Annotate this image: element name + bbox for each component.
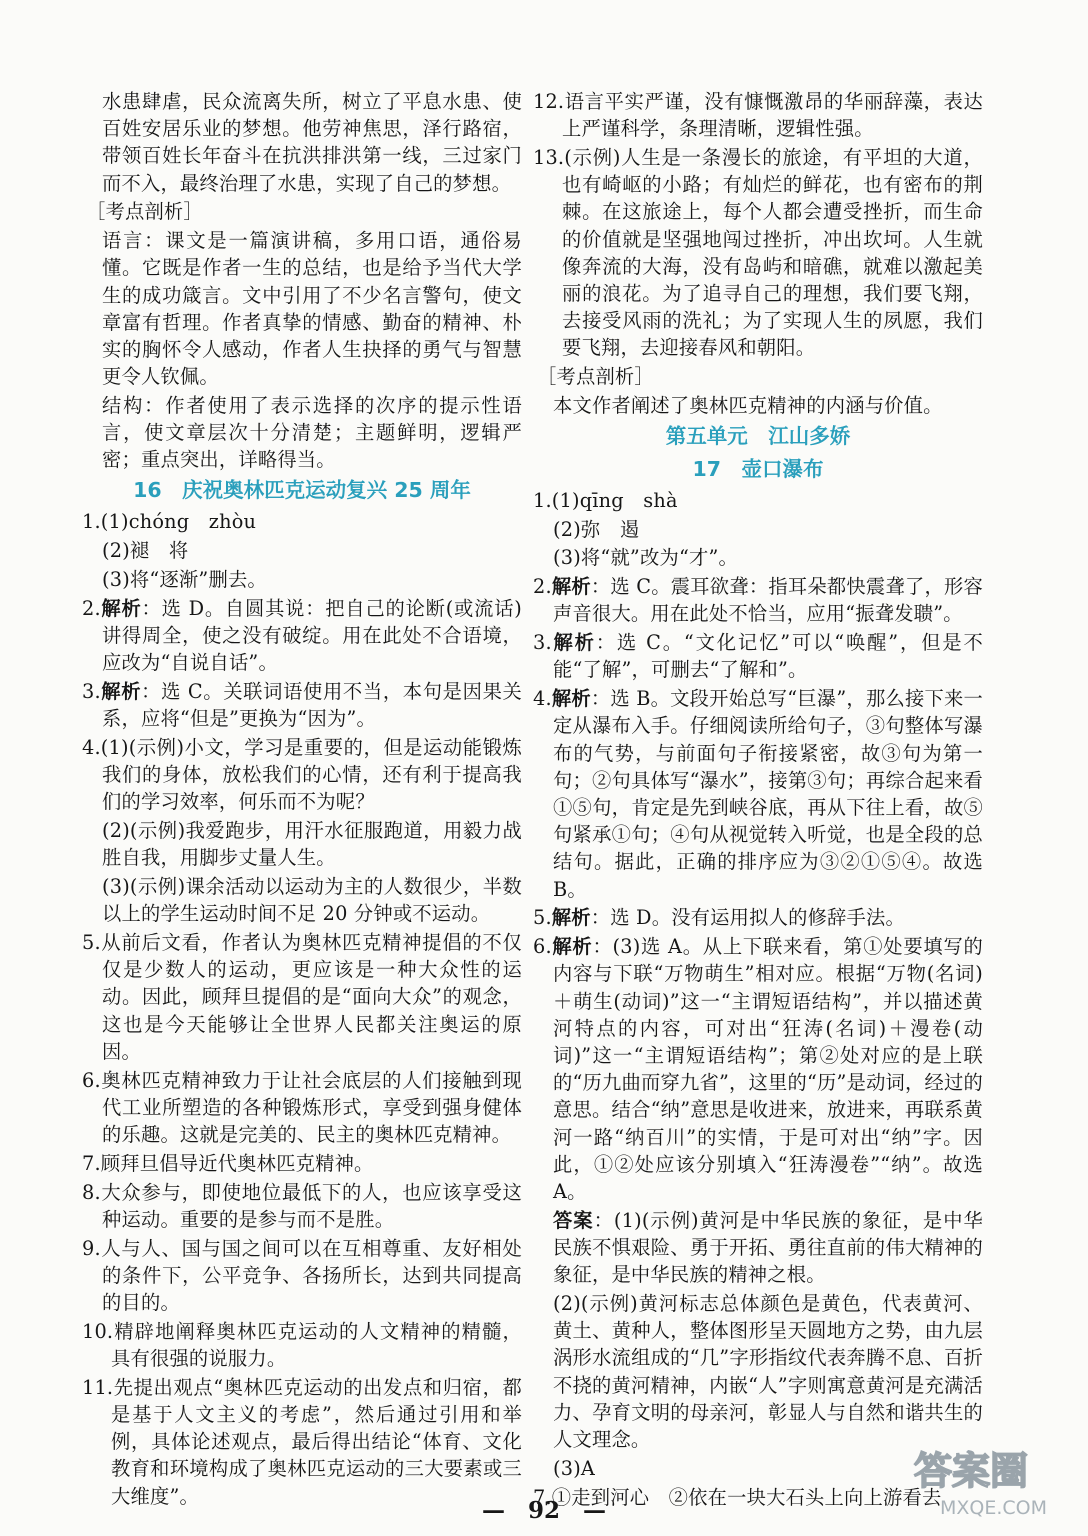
- section-heading: 第五单元 江山多娇: [665, 423, 851, 448]
- paragraph: 9.人与人、国与国之间可以在互相尊重、友好相处的条件下，公平竞争、各扬所长，达到共同提高的目的。: [82, 1236, 522, 1315]
- paragraph: (3)将“就”改为“才”。: [553, 546, 739, 570]
- paragraph: 水患肆虐，民众流离失所，树立了平息水患、使百姓安居乐业的梦想。他劳神焦思，泽行路宿，带领百姓长年奋斗在抗洪排洪第一线，三过家门而不入，最终治理了水患，实现了自己的梦想。: [102, 90, 522, 195]
- keyword-label: 解析: [551, 631, 596, 655]
- paragraph: 语言：课文是一篇演讲稿，多用口语，通俗易懂。它既是作者一生的总结，也是给予当代大学生的成功箴言。文中引用了不少名言警句，使文章富有哲理。作者真挚的情感、勤奋的精神、朴实的胸怀令人感动，作者人生抉择的勇气与智慧更令人钦佩。: [102, 229, 522, 389]
- paragraph: 4.(1)(示例)小文，学习是重要的，但是运动能锻炼我们的身体，放松我们的心情，还有利于提高我们的学习效率，何乐而不为呢？: [82, 735, 522, 814]
- paragraph: 3.解析：选 C。“文化记忆”可以“唤醒”，但是不能“了解”，可删去“了解和”。: [533, 631, 983, 682]
- paragraph: 10.精辟地阐释奥林匹克运动的人文精神的精髓，具有很强的说服力。: [82, 1319, 522, 1371]
- paragraph: 5.解析：选 D。没有运用拟人的修辞手法。: [533, 906, 905, 930]
- paragraph: 7.①走到河心 ②依在一块大石头上向上游看去: [533, 1485, 942, 1509]
- keyword-label: 解析: [100, 679, 142, 703]
- paragraph: 2.解析：选 C。震耳欲聋：指耳朵都快震聋了，形容声音很大。用在此处不恰当，应用“振聋发聩”。: [533, 575, 983, 626]
- paragraph: 11.先提出观点“奥林匹克运动的出发点和归宿，都是基于人文主义的考虑”，然后通过引用和举例，具体论述观点，最后得出结论“体育、文化教育和环境构成了奥林匹克运动的三大要素或三大维度”。: [82, 1375, 522, 1508]
- paragraph: (2)(示例)黄河标志总体颜色是黄色，代表黄河、黄土、黄种人，整体图形呈天圆地方之势，由九层涡形水流组成的“几”字形指纹代表奔腾不息、百折不挠的黄河精神，内嵌“人”字则寓意黄河是充满活力、孕育文明的母亲河，彰显人与自然和谐共生的人文理念。: [553, 1292, 983, 1452]
- page-number: — 92 —: [481, 1497, 606, 1524]
- paragraph: (2)褪 将: [102, 539, 189, 563]
- keyword-label: 解析: [551, 906, 591, 930]
- right-column: [533, 88, 990, 1512]
- paragraph: 12.语言平实严谨，没有慷慨激昂的华丽辞藻，表达上严谨科学，条理清晰，逻辑性强。: [533, 90, 983, 141]
- paragraph: 结构：作者使用了表示选择的次序的提示性语言，使文章层次十分清楚；主题鲜明，逻辑严密；重点突出，详略得当。: [102, 394, 522, 472]
- keyword-label: 解析: [100, 596, 142, 620]
- paragraph: 本文作者阐述了奥林匹克精神的内涵与价值。: [553, 394, 943, 418]
- paragraph: (3)A: [553, 1456, 596, 1480]
- paragraph: 3.解析：选 C。关联词语使用不当，本句是因果关系，应将“但是”更换为“因为”。: [82, 679, 522, 731]
- keyword-label: 解析: [551, 935, 593, 959]
- paragraph: 4.解析：选 B。文段开始总写“巨瀑”，那么接下来一定从瀑布入手。仔细阅读所给句子，③句整体写瀑布的气势，与前面句子衔接紧密，故③句为第一句；②句具体写“瀑水”，接第③句；再综合起来看①⑤句，肯定是先到峡谷底，再从下往上看，故⑤句紧承①句；④句从视觉转入听觉，也是全段的总结句。据此，正确的排序应为③②①⑤④。故选 B。: [533, 687, 990, 901]
- paragraph: ［考点剖析］: [537, 365, 654, 389]
- section-heading: 16 庆祝奥林匹克运动复兴 25 周年: [133, 478, 471, 503]
- paragraph: 5.从前后文看，作者认为奥林匹克精神提倡的不仅仅是少数人的运动，更应该是一种大众性的运动。因此，顾拜旦提倡的是“面向大众”的观念，这也是今天能够让全世界人民都关注奥运的原因。: [82, 931, 522, 1063]
- paragraph: 1.(1)chóng zhòu: [82, 510, 257, 534]
- paragraph: (3)将“逐渐”删去。: [102, 567, 267, 591]
- left-column: [82, 88, 522, 1511]
- watermark-text: 答案圈: [914, 1449, 1029, 1493]
- paragraph: 2.解析：选 D。自圆其说：把自己的论断(或流话)讲得周全，使之没有破绽。用在此处不合语境，应改为“自说自话”。: [82, 596, 522, 675]
- section-heading: 17 壶口瀑布: [692, 456, 824, 481]
- paragraph: 1.(1)qīng shà: [533, 488, 678, 512]
- watermark-sub: MXQE.COM: [940, 1497, 1048, 1519]
- paragraph: 答案：(1)(示例)黄河是中华民族的象征，是中华民族不惧艰险、勇于开拓、勇往直前的伟大精神的象征，是中华民族的精神之根。: [553, 1208, 983, 1287]
- keyword-label: 解析: [551, 575, 591, 599]
- paragraph: (2)弥 遏: [553, 517, 640, 541]
- keyword-label: 解析: [551, 687, 591, 711]
- watermark-logo: [906, 1440, 1076, 1520]
- keyword-label: 答案: [553, 1208, 594, 1232]
- paragraph: 8.大众参与，即使地位最低下的人，也应该享受这种运动。重要的是参与而不是胜。: [82, 1180, 522, 1231]
- paragraph: (3)(示例)课余活动以运动为主的人数很少，半数以上的学生运动时间不足 20 分钟或不运动。: [102, 875, 522, 926]
- paragraph: 6.奥林匹克精神致力于让社会底层的人们接触到现代工业所塑造的各种锻炼形式，享受到强身健体的乐趣。这就是完美的、民主的奥林匹克精神。: [82, 1068, 522, 1147]
- paragraph: ［考点剖析］: [86, 200, 203, 224]
- paragraph: 13.(示例)人生是一条漫长的旅途，有平坦的大道，也有崎岖的小路；有灿烂的鲜花，也有密布的荆棘。在这旅途上，每个人都会遭受挫折，而生命的价值就是坚强地闯过挫折，冲出坎坷。人生就像奔流的大海，没有岛屿和暗礁，就难以激起美丽的浪花。为了追寻自己的理想，我们要飞翔，去接受风雨的洗礼；为了实现人生的夙愿，我们要飞翔，去迎接春风和朝阳。: [533, 146, 983, 360]
- paragraph: 6.解析：(3)选 A。从上下联来看，第①处要填写的内容与下联“万物萌生”相对应。根据“万物(名词)＋萌生(动词)”这一“主谓短语结构”，并以描述黄河特点的内容，可对出“狂涛(名词)＋漫卷(动词)”这一“主谓短语结构”；第②处对应的是上联的“历九曲而穿九省”，这里的“历”是动词，经过的意思。结合“纳”意思是收进来，放进来，再联系黄河一路“纳百川”的实情，于是可对出“纳”字。因此，①②处应该分别填入“狂涛漫卷”“纳”。故选 A。: [533, 935, 990, 1204]
- paragraph: (2)(示例)我爱跑步，用汗水征服跑道，用毅力战胜自我，用脚步丈量人生。: [102, 819, 522, 870]
- paragraph: 7.顾拜旦倡导近代奥林匹克精神。: [82, 1151, 374, 1175]
